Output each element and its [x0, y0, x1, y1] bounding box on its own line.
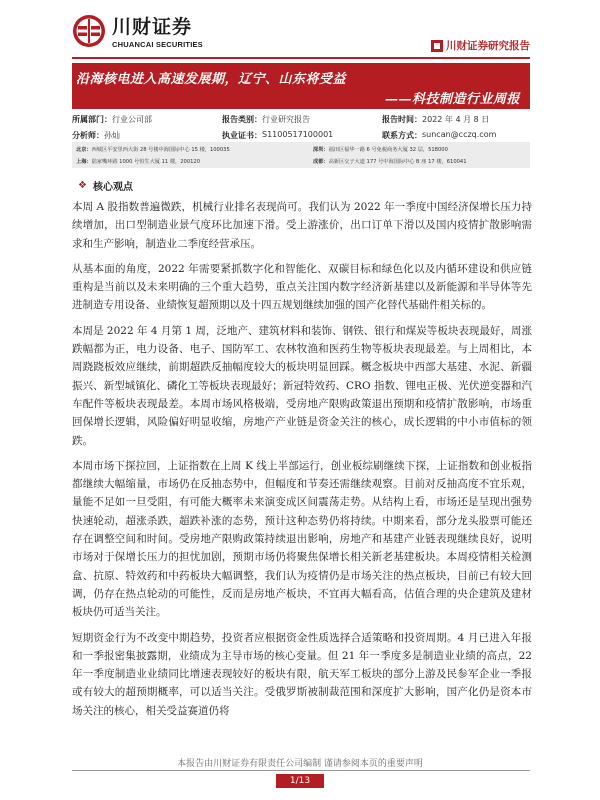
logo-mark-icon: [72, 14, 106, 48]
section-heading: [78, 178, 133, 193]
footer-disclaimer: 本报告由川财证券有限责任公司编制 谨请参阅本页的重要声明: [177, 759, 423, 769]
company-logo: [72, 12, 203, 49]
report-meta: [72, 111, 530, 143]
meta-row: [72, 111, 530, 127]
meta-key: 联系方式：: [382, 130, 422, 140]
meta-contact-email[interactable]: suncan@cczq.com: [422, 129, 497, 139]
meta-key: 执业证书：: [222, 130, 262, 140]
diamond-bullet-icon: ❖: [78, 180, 87, 191]
address-value: 西城区平安里西大街 28 号楼中海国际中心 15 楼，100035: [91, 146, 230, 153]
meta-value: 2022 年 4 月 8 日: [422, 114, 490, 124]
header-divider: [72, 57, 530, 59]
address-city: 深圳：: [313, 146, 329, 153]
page-number: 1/13: [276, 774, 324, 788]
meta-key: 报告时间：: [382, 114, 422, 124]
address-value: 陆家嘴环路 1000 号恒生大厦 11 楼，200120: [91, 158, 201, 165]
address-city: 上海：: [76, 158, 92, 165]
report-type-icon: [431, 40, 443, 52]
footer-divider: [72, 770, 530, 771]
address-city: 成都：: [313, 158, 329, 165]
office-addresses: [72, 142, 530, 168]
meta-value: 行业公司部: [112, 114, 152, 124]
body-paragraph: 本周是 2022 年 4 月第 1 周，泛地产、建筑材料和装饰、钢铁、银行和煤炭等板块表现最好，周涨跌幅都为正，电力设备、电子、国防军工、农林牧渔和医药生物等板块表现最差。与上周相比，本周跷跷板效应继续，前期超跌反抽幅度较大的板块明显回踩。概念板块中西部大基建、水泥、新疆振兴、新型城镇化、磷化工等板块表现最好；新冠特效药、CRO 指数、锂电正极、光伏逆变器和汽车配件等板块表现最差。本周市场风格极端，受房地产限购政策退出预期和疫情扩散影响，市场重回保增长逻辑，风险偏好明显收缩，房地产产业链是资金关注的核心，成长逻辑的中小市值标的领跌。: [72, 324, 532, 447]
report-type-label: [431, 38, 530, 53]
address-beijing: [76, 146, 313, 153]
address-row: [72, 142, 530, 155]
report-body: [72, 198, 532, 727]
body-paragraph: 本周 A 股指数普遍微跌，机械行业排名表现尚可。我们认为 2022 年一季度中国经济保增长压力持续增加，出口型制造业景气度环比加速下滑。受上游涨价，出口订单下滑以及国内疫情扩散影响需求和生产影响，制造业二季度经营承压。: [72, 201, 532, 250]
report-type-text: 川财证券研究报告: [446, 40, 530, 52]
body-paragraph: 从基本面的角度，2022 年需要紧抓数字化和智能化、双碳目标和绿色化以及内循环建设和供应链重构是当前以及未来明确的三个重大趋势，重点关注国内数字经济新基建以及新能源和半导体等先进制造专用设备、业绩恢复超预期以及十四五规划继续加强的国产化替代基础件相关标的。: [72, 262, 532, 312]
meta-date: [382, 114, 489, 125]
meta-department: [72, 114, 222, 125]
title-banner: [72, 63, 530, 109]
meta-row: [72, 127, 530, 143]
body-paragraph: 本周市场下探拉回，上证指数在上周 K 线上半部运行，创业板综刷继续下探，上证指数和创业板指都继续大幅缩量，市场仍在反抽态势中，但幅度和节奏还需继续观察。目前对反抽高度不宜乐观，量能不足如一旦受阻，有可能大概率未来演变成区间震荡走势。从结构上看，市场还是呈现出强势快速轮动，超涨杀跌，超跌补涨的态势，预计这种态势仍将持续。中期来看，部分龙头股票可能还存在调整空间和时间。受房地产限购政策持续退出影响，房地产和基建产业链表现继续良好，说明市场对于保增长压力的担忧加剧，预期市场仍将聚焦保增长相关新老基建板块。本周疫情相关检测盒、抗原、特效药和中药板块大幅调整，我们认为疫情仍是市场关注的热点板块，目前已有较大回调，仍存在热点轮动的可能性，反而是房地产板块，不宜再大幅看高，估值合理的央企建筑及建材板块仍可适当关注。: [72, 459, 532, 619]
address-value: 高新区交子大道 177 号中海国际中心 B 座 17 楼，610041: [328, 158, 467, 165]
meta-certificate: [222, 130, 382, 141]
address-city: 北京：: [76, 146, 92, 153]
report-title: 沿海核电进入高速发展期，辽宁、山东将受益: [76, 72, 347, 87]
meta-value: 行业研究报告: [262, 114, 310, 124]
logo-name-cn: 川财证券: [112, 16, 193, 38]
address-chengdu: [313, 158, 467, 165]
meta-key: 所属部门：: [72, 114, 112, 124]
meta-key: 分析师：: [72, 130, 104, 140]
section-title: 核心观点: [92, 182, 133, 193]
meta-value: 孙灿: [104, 130, 120, 140]
address-value: 福田区福华一路 6 号免税商务大厦 32 层，518000: [328, 146, 448, 153]
address-row: [72, 155, 530, 167]
meta-category: [222, 114, 382, 125]
meta-key: 报告类别：: [222, 114, 262, 124]
meta-contact: [382, 130, 496, 141]
meta-analyst: [72, 130, 222, 141]
meta-value: S1100517100001: [262, 129, 334, 139]
address-shanghai: [76, 158, 313, 165]
body-paragraph: 短期资金行为不改变中期趋势，投资者应根据资金性质选择合适策略和投资周期。4 月已进入年报和一季报密集披露期，业绩成为主导市场的核心变量。但 21 年一季度多是制造业业绩的高点，22 年一季度制造业业绩同比增速表现较好的板块有限，航天军工板块的部分上游及民参军企业一季报或有较大的超预期概率，可以适当关注。受俄罗斯被制裁范围和深度扩大影响，国产化仍是资本市场关注的核心，相关受益赛道仍将: [72, 631, 532, 717]
page-header: [0, 0, 600, 62]
report-subtitle: ——科技制造行业周报: [384, 92, 520, 107]
logo-name-en: CHUANCAI SECURITIES: [112, 40, 203, 49]
address-shenzhen: [313, 146, 448, 153]
